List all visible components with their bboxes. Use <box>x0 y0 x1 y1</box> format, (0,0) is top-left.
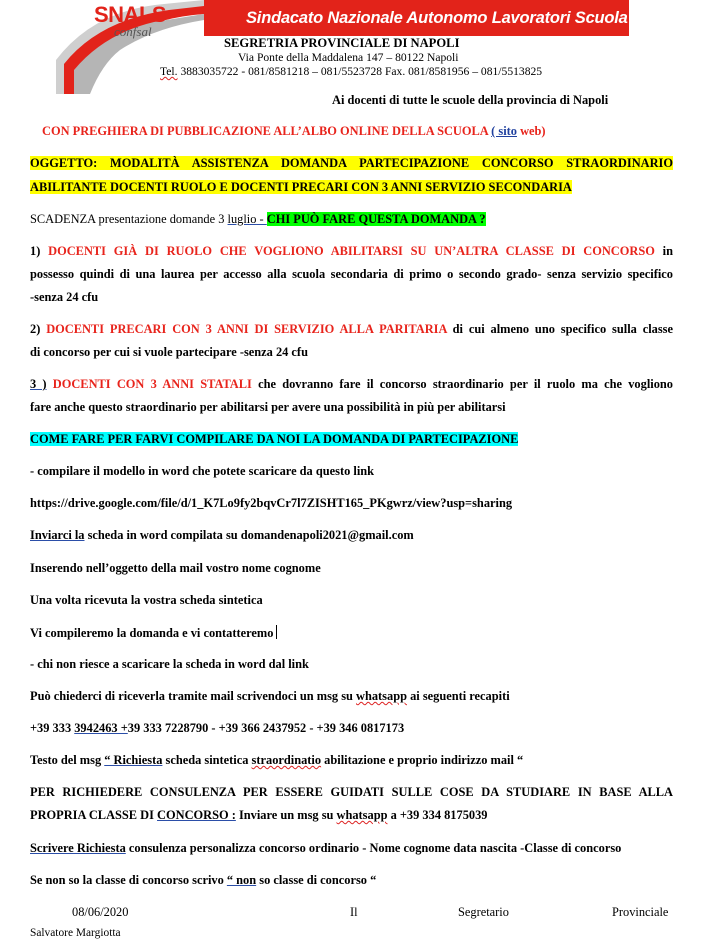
group-3-line-1 <box>30 377 673 392</box>
group-3-title: DOCENTI CON 3 ANNI STATALI <box>46 377 252 391</box>
group-1-tail: in <box>654 244 674 258</box>
subject-text-2: ABILITANTE DOCENTI RUOLO E DOCENTI PRECARI CON 3 ANNI SERVIZIO SECONDARIA <box>30 180 572 194</box>
footer-date: 08/06/2020 <box>72 905 129 919</box>
site-link[interactable]: ( sito <box>491 124 517 138</box>
phones-a: +39 333 <box>30 721 75 735</box>
group-2-tail: di cui almeno uno specifico sulla classe <box>446 322 673 336</box>
consult-tail: a +39 334 8175039 <box>387 808 488 822</box>
banner-title: Sindacato Nazionale Autonomo Lavoratori Scuola <box>246 9 628 27</box>
group-1-line-3: -senza 24 cfu <box>30 290 99 304</box>
phones-c: 39 333 7228790 - +39 366 2437952 - +39 346 0817173 <box>127 721 405 735</box>
download-link[interactable]: https://drive.google.com/file/d/1_K7Lo9fy2bqvCr7l7ZISHT165_PKgwrz/view?usp=sharing <box>30 496 513 510</box>
write-request <box>30 841 621 856</box>
step-send <box>30 528 414 543</box>
write-rest: consulenza personalizza concorso ordinario - Nome cognome data nascita -Classe di concorso <box>125 841 622 855</box>
group-1-num: 1) <box>30 244 49 258</box>
footer-provinciale: Provinciale <box>612 905 669 919</box>
message-text <box>30 753 523 768</box>
send-prefix: Inviarci la <box>30 528 85 542</box>
unknown-class <box>30 873 376 888</box>
msg-tail: abilitazione e proprio indirizzo mail “ <box>321 753 524 767</box>
step-download: - compilare il modello in word che potete scaricare da questo link <box>30 464 375 478</box>
ask-prefix: Può chiederci di riceverla tramite mail scrivendoci un msg su <box>30 689 357 703</box>
office-phones <box>160 65 542 78</box>
footer-signatory: Salvatore Margiotta <box>30 927 121 939</box>
msg-mid: scheda sintetica <box>162 753 252 767</box>
logo-wordmark: SNALS <box>94 2 167 27</box>
consult-link: CONCORSO : <box>157 808 236 822</box>
group-3-line-2: fare anche questo straordinario per abilitarsi per avere una possibilità in più per abilitarsi <box>30 400 506 414</box>
how-to-text: COME FARE PER FARVI COMPILARE DA NOI LA DOMANDA DI PARTECIPAZIONE <box>30 432 519 446</box>
unknown-prefix: Se non so la classe di concorso scrivo <box>30 873 227 887</box>
step-cannot-download: - chi non riesce a scaricare la scheda in word dal link <box>30 657 309 671</box>
logo-subtitle: confsal <box>114 24 152 39</box>
deadline-month: luglio <box>227 212 257 226</box>
group-1-title: DOCENTI GIÀ DI RUOLO CHE VOGLIONO ABILITARSI SU UN’ALTRA CLASSE DI CONCORSO <box>48 244 655 258</box>
deadline-line <box>30 212 486 227</box>
group-2-num: 2) <box>30 322 47 336</box>
consult-mid: Inviare un msg su <box>235 808 337 822</box>
tel-label: Tel. <box>160 65 178 78</box>
consult-line-1: PER RICHIEDERE CONSULENZA PER ESSERE GUIDATI SULLE COSE DA STUDIARE IN BASE ALLA <box>30 785 673 799</box>
msg-wavy: straordinatio <box>251 753 322 767</box>
footer-il: Il <box>350 905 358 919</box>
msg-link: “ Richiesta <box>104 753 163 767</box>
consult-line-2 <box>30 808 487 823</box>
ask-suffix: ai seguenti recapiti <box>406 689 510 703</box>
deadline-prefix: SCADENZA presentazione domande 3 <box>30 212 228 226</box>
subject-text-1: OGGETTO: MODALITÀ ASSISTENZA DOMANDA PARTECIPAZIONE CONCORSO STRAORDINARIO <box>30 156 673 170</box>
group-3-num: 3 ) <box>30 377 47 391</box>
write-prefix: Scrivere Richiesta <box>30 841 126 855</box>
group-1-line-1 <box>30 244 673 259</box>
consult-prefix: PROPRIA CLASSE DI <box>30 808 158 822</box>
who-can-apply: CHI PUÒ FARE QUESTA DOMANDA ? <box>266 212 486 226</box>
footer-segretario: Segretario <box>458 905 509 919</box>
step-received: Una volta ricevuta la vostra scheda sintetica <box>30 593 263 607</box>
send-rest: scheda in word compilata su domandenapoli2021@gmail.com <box>84 528 414 542</box>
recipients-line: Ai docenti di tutte le scuole della provincia di Napoli <box>332 93 609 107</box>
office-title: SEGRETRIA PROVINCIALE DI NAPOLI <box>224 36 460 50</box>
msg-prefix: Testo del msg <box>30 753 105 767</box>
phones-b: 3942463 + <box>74 721 128 735</box>
subject-line-1 <box>30 156 673 171</box>
compile-text: Vi compileremo la domanda e vi contatteremo <box>30 626 274 640</box>
group-2-title: DOCENTI PRECARI CON 3 ANNI DI SERVIZIO ALLA PARITARIA <box>46 322 447 336</box>
how-to-heading <box>30 432 518 447</box>
text-cursor <box>276 625 277 639</box>
tel-numbers: 3883035722 - 081/8581218 – 081/5523728 Fax. 081/8581956 – 081/5513825 <box>177 65 543 78</box>
subject-line-2 <box>30 180 572 195</box>
group-1-line-2: possesso quindi di una laurea per accesso alla scuola secondaria di primo o secondo grado- senza servizio specifico <box>30 267 673 281</box>
group-2-line-1 <box>30 322 673 337</box>
step-ask <box>30 689 510 704</box>
snals-logo <box>54 0 204 94</box>
ask-app: whatsapp <box>356 689 407 703</box>
step-subject-note: Inserendo nell’oggetto della mail vostro nome cognome <box>30 561 321 575</box>
step-compile <box>30 625 277 641</box>
phone-numbers <box>30 721 404 736</box>
publication-tail: web) <box>516 124 546 138</box>
group-3-tail: che dovranno fare il concorso straordinario per il ruolo ma che vogliono <box>251 377 673 391</box>
office-address: Via Ponte della Maddalena 147 – 80122 Napoli <box>238 51 459 64</box>
deadline-dash: - <box>256 212 267 226</box>
unknown-link: “ non <box>226 873 257 887</box>
publication-request <box>42 124 546 139</box>
unknown-tail: so classe di concorso “ <box>256 873 377 887</box>
group-2-line-2: di concorso per cui si vuole partecipare -senza 24 cfu <box>30 345 308 359</box>
consult-app: whatsapp <box>336 808 388 822</box>
publication-text: CON PREGHIERA DI PUBBLICAZIONE ALL’ALBO ONLINE DELLA SCUOLA <box>42 124 492 138</box>
